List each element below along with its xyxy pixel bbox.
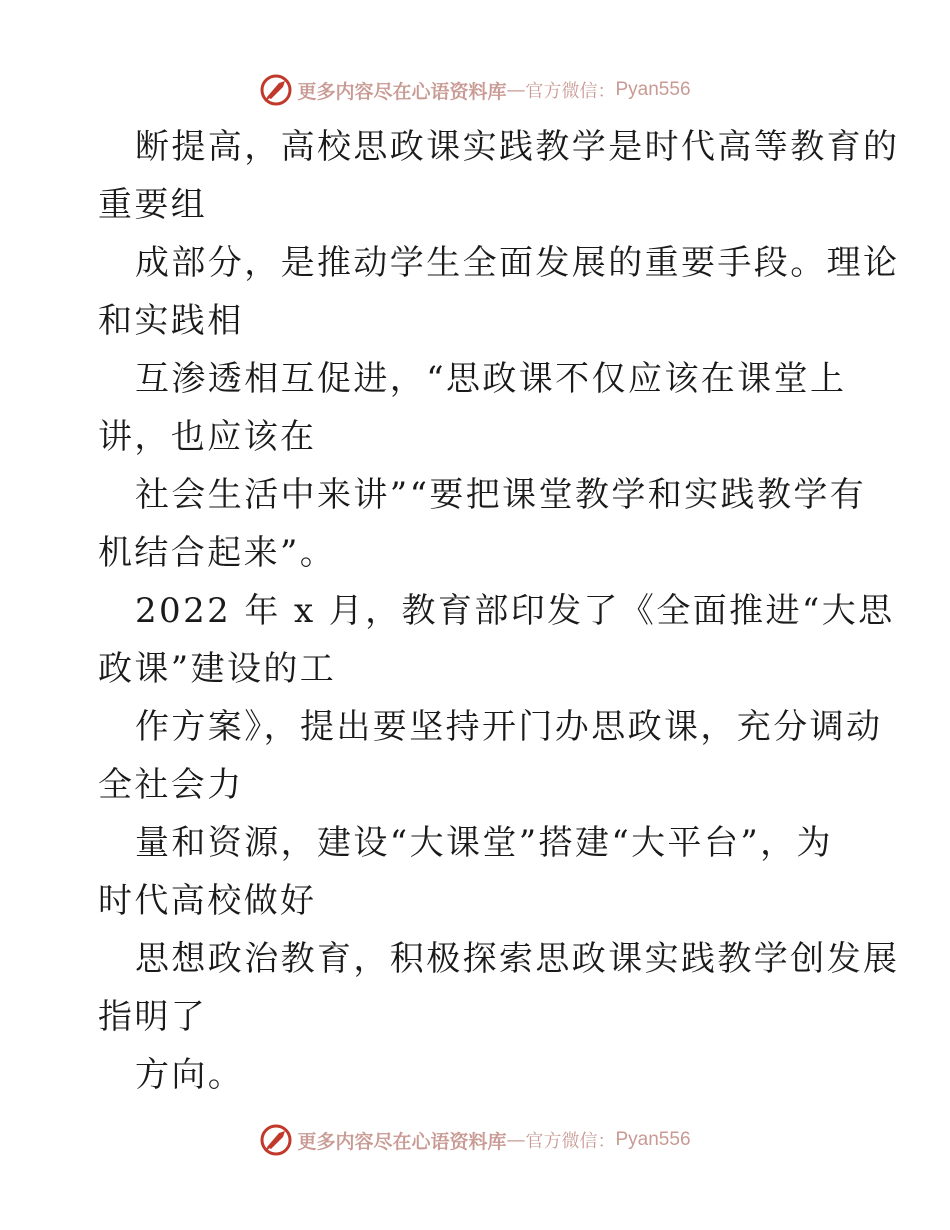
paragraph-line: 互渗透相互促进，“思政课不仅应该在课堂上: [135, 359, 847, 399]
paragraph-line: 作方案》，提出要坚持开门办思政课，充分调动: [135, 707, 883, 747]
paragraph-line: 指明了: [98, 997, 208, 1037]
paragraph-line: 方向。: [135, 1055, 245, 1095]
paragraph-line: 政课”建设的工: [98, 649, 337, 689]
paragraph-line: 社会生活中来讲”“要把课堂教学和实践教学有: [135, 475, 867, 515]
footer-watermark-banner: [0, 1118, 950, 1162]
banner-wechat-id: Pyan556: [615, 1129, 691, 1150]
banner-official-label: 官方微信：: [525, 81, 616, 102]
header-watermark-banner: [0, 68, 950, 112]
paragraph-line: 讲，也应该在: [98, 417, 317, 457]
paragraph-line: 全社会力: [98, 765, 244, 805]
paragraph-line: 成部分，是推动学生全面发展的重要手段。理论: [135, 243, 900, 283]
paragraph-line: 量和资源，建设“大课堂”搭建“大平台”，为: [135, 823, 833, 863]
banner-site-text: 更多内容尽在心语资料库: [297, 1130, 507, 1153]
paragraph-line: 和实践相: [98, 301, 244, 341]
quill-logo-icon: [259, 1123, 293, 1157]
banner-site-text: 更多内容尽在心语资料库: [297, 80, 507, 103]
paragraph-line: 重要组: [98, 185, 208, 225]
paragraph-line: 思想政治教育，积极探索思政课实践教学创发展: [135, 939, 900, 979]
paragraph-line: 机结合起来”。: [98, 533, 337, 573]
banner-dash: —: [506, 79, 526, 101]
banner-wechat-id: Pyan556: [615, 79, 691, 100]
quill-logo-icon: [259, 73, 293, 107]
banner-dash: —: [506, 1129, 526, 1151]
paragraph-line: 时代高校做好: [98, 881, 317, 921]
banner-official-label: 官方微信：: [525, 1131, 616, 1152]
paragraph-line: 2022 年 x 月，教育部印发了《全面推进“大思: [135, 591, 895, 631]
paragraph-line: 断提高，高校思政课实践教学是时代高等教育的: [135, 127, 900, 167]
